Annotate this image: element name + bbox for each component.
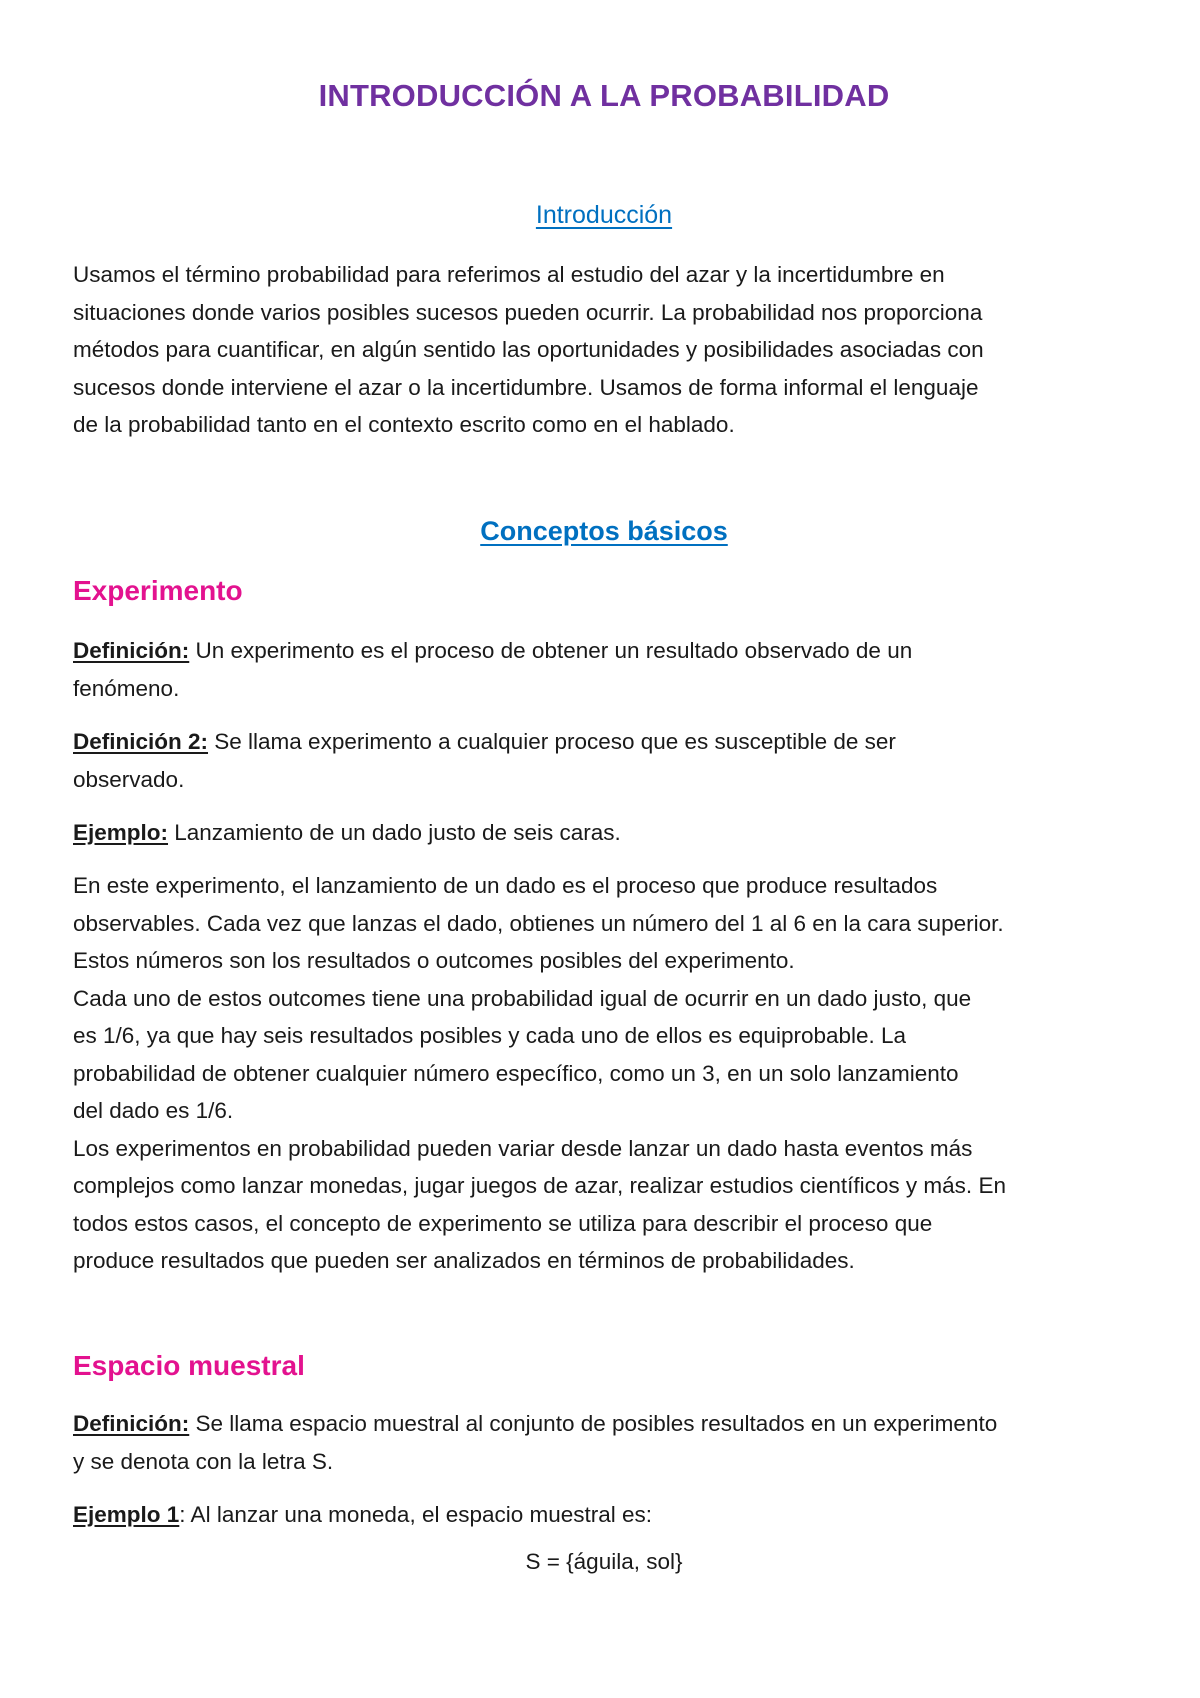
- definition-text: Se llama experimento a cualquier proceso que es susceptible de ser: [208, 729, 896, 754]
- paragraph-line: observables. Cada vez que lanzas el dado, obtienes un número del 1 al 6 en la cara superior.: [73, 910, 1004, 936]
- document-title: INTRODUCCIÓN A LA PROBABILIDAD: [318, 78, 890, 113]
- paragraph-line: Cada uno de estos outcomes tiene una probabilidad igual de ocurrir en un dado justo, que: [73, 985, 972, 1011]
- paragraph-line: En este experimento, el lanzamiento de un dado es el proceso que produce resultados: [73, 873, 938, 898]
- paragraph-line: observado.: [73, 766, 185, 792]
- definicion-experimento: [73, 632, 1135, 707]
- paragraph-line: sucesos donde interviene el azar o la incertidumbre. Usamos de forma informal el lenguaje: [73, 374, 979, 400]
- definicion-espacio-muestral: [73, 1405, 1135, 1480]
- paragraph-line: probabilidad de obtener cualquier número específico, como un 3, en un solo lanzamiento: [73, 1060, 959, 1086]
- definition-text: Se llama espacio muestral al conjunto de posibles resultados en un experimento: [189, 1411, 998, 1436]
- paragraph-line: [73, 814, 1135, 852]
- explicacion-experimento: [73, 867, 1135, 1280]
- ejemplo-experimento: [73, 814, 1135, 852]
- subheading-experimento: Experimento: [73, 575, 243, 606]
- paragraph-line: produce resultados que pueden ser analizados en términos de probabilidades.: [73, 1248, 855, 1273]
- example-text: Lanzamiento de un dado justo de seis caras.: [168, 820, 621, 845]
- paragraph-line: [73, 632, 1135, 670]
- section-heading-introduccion: Introducción: [535, 201, 673, 229]
- example-text: : Al lanzar una moneda, el espacio muestral es:: [179, 1502, 653, 1527]
- example-label: Ejemplo:: [73, 820, 169, 845]
- paragraph-line: Usamos el término probabilidad para referimos al estudio del azar y la incertidumbre en: [73, 262, 945, 287]
- introduccion-paragraph: [73, 256, 1135, 444]
- definicion-2-experimento: [73, 723, 1135, 798]
- paragraph-line: de la probabilidad tanto en el contexto escrito como en el hablado.: [73, 412, 735, 437]
- sample-space-formula: S = {águila, sol}: [525, 1549, 683, 1574]
- ejemplo-1-espacio-muestral: [73, 1496, 1135, 1534]
- paragraph-line: del dado es 1/6.: [73, 1098, 234, 1123]
- paragraph-line: Estos números son los resultados o outcomes posibles del experimento.: [73, 948, 795, 973]
- section-heading-conceptos: Conceptos básicos: [480, 516, 728, 546]
- definition-text: Un experimento es el proceso de obtener un resultado observado de un: [189, 638, 913, 663]
- paragraph-line: fenómeno.: [73, 675, 180, 701]
- definition-label: Definición 2:: [73, 729, 209, 754]
- paragraph-line: [73, 1405, 1135, 1443]
- definition-label: Definición:: [73, 1411, 190, 1436]
- paragraph-line: métodos para cuantificar, en algún sentido las oportunidades y posibilidades asociadas con: [73, 337, 984, 362]
- paragraph-line: es 1/6, ya que hay seis resultados posibles y cada uno de ellos es equiprobable. La: [73, 1023, 907, 1048]
- paragraph-line: situaciones donde varios posibles sucesos pueden ocurrir. La probabilidad nos proporciona: [73, 299, 983, 325]
- paragraph-line: [73, 1496, 1135, 1534]
- paragraph-line: [73, 723, 1135, 761]
- example-label: Ejemplo 1: [73, 1502, 180, 1527]
- paragraph-line: Los experimentos en probabilidad pueden variar desde lanzar un dado hasta eventos más: [73, 1135, 973, 1161]
- subheading-espacio-muestral: Espacio muestral: [73, 1350, 305, 1381]
- paragraph-line: complejos como lanzar monedas, jugar juegos de azar, realizar estudios científicos y más. En: [73, 1173, 1006, 1198]
- paragraph-line: y se denota con la letra S.: [73, 1448, 334, 1474]
- definition-label: Definición:: [73, 638, 190, 663]
- paragraph-line: todos estos casos, el concepto de experimento se utiliza para describir el proceso que: [73, 1210, 933, 1236]
